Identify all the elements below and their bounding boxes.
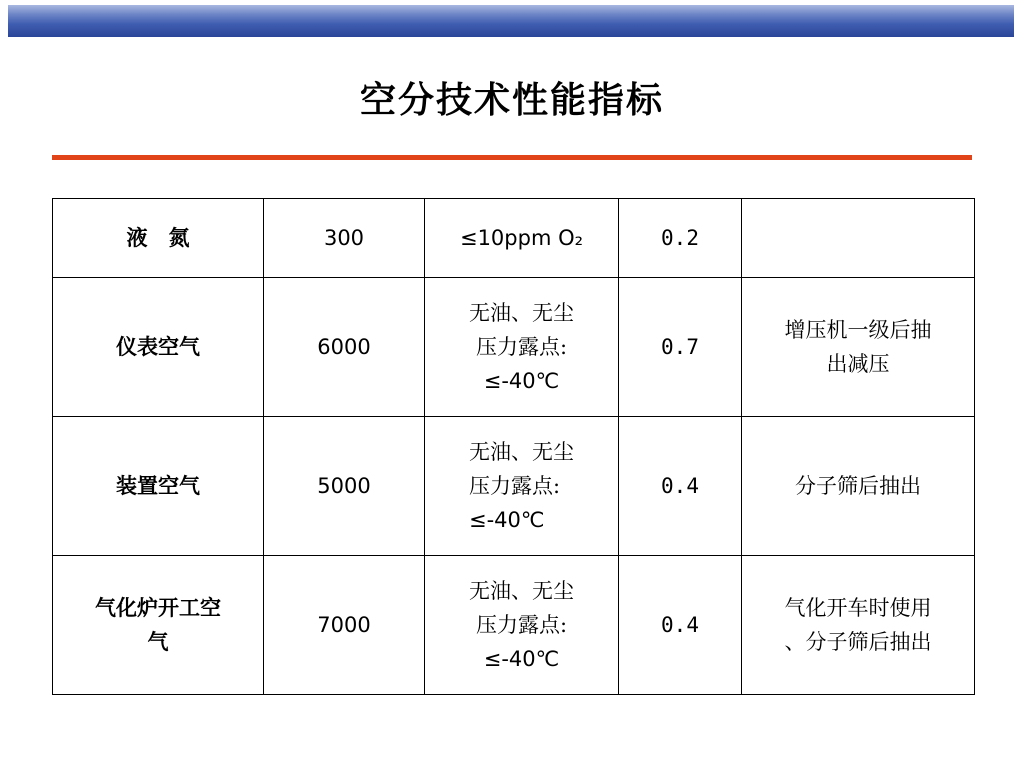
row-quality xyxy=(425,278,619,417)
note-block xyxy=(789,469,927,503)
row-note xyxy=(742,278,975,417)
quality-line: 压力露点: xyxy=(475,335,568,359)
quality-line: 压力露点: xyxy=(469,474,561,498)
name-line: 气 xyxy=(147,629,169,654)
row-note xyxy=(742,199,975,278)
quality-block xyxy=(469,296,574,398)
row-pressure: 0.7 xyxy=(619,278,742,417)
row-flow: 6000 xyxy=(264,278,425,417)
quality-line: 无油、无尘 xyxy=(469,301,574,325)
note-block xyxy=(779,313,938,381)
name-line: 气化炉开工空 xyxy=(95,595,221,620)
note-block xyxy=(779,591,938,659)
page-title: 空分技术性能指标 xyxy=(359,79,664,121)
row-name: 仪表空气 xyxy=(53,278,264,417)
row-name: 装置空气 xyxy=(53,417,264,556)
spec-table xyxy=(52,198,975,695)
row-flow: 7000 xyxy=(264,556,425,695)
title-divider xyxy=(52,155,972,160)
quality-line: ≤10ppm O₂ xyxy=(459,226,584,250)
row-pressure: 0.4 xyxy=(619,556,742,695)
row-note xyxy=(742,556,975,695)
row-note xyxy=(742,417,975,556)
note-line: 、分子筛后抽出 xyxy=(784,630,932,654)
name-block xyxy=(89,591,227,659)
quality-line: ≤-40℃ xyxy=(469,508,545,532)
quality-block xyxy=(469,435,574,537)
note-line: 分子筛后抽出 xyxy=(795,474,921,498)
row-name xyxy=(53,556,264,695)
row-name: 液 氮 xyxy=(53,199,264,278)
row-pressure: 0.2 xyxy=(619,199,742,278)
row-quality xyxy=(425,556,619,695)
row-flow: 5000 xyxy=(264,417,425,556)
row-quality xyxy=(425,417,619,556)
table-row xyxy=(53,556,975,695)
table-row xyxy=(53,417,975,556)
table-row xyxy=(53,199,975,278)
quality-line: ≤-40℃ xyxy=(483,369,560,393)
table-row xyxy=(53,278,975,417)
quality-line: 无油、无尘 xyxy=(469,440,574,464)
quality-line: 压力露点: xyxy=(475,613,568,637)
quality-line: ≤-40℃ xyxy=(483,647,560,671)
quality-line: 无油、无尘 xyxy=(469,579,574,603)
note-line: 增压机一级后抽 xyxy=(784,318,932,342)
header-bar xyxy=(8,5,1014,37)
row-pressure: 0.4 xyxy=(619,417,742,556)
row-quality xyxy=(425,199,619,278)
note-line: 气化开车时使用 xyxy=(784,596,932,620)
note-line: 出减压 xyxy=(826,352,890,376)
quality-block xyxy=(469,574,574,676)
row-flow: 300 xyxy=(264,199,425,278)
